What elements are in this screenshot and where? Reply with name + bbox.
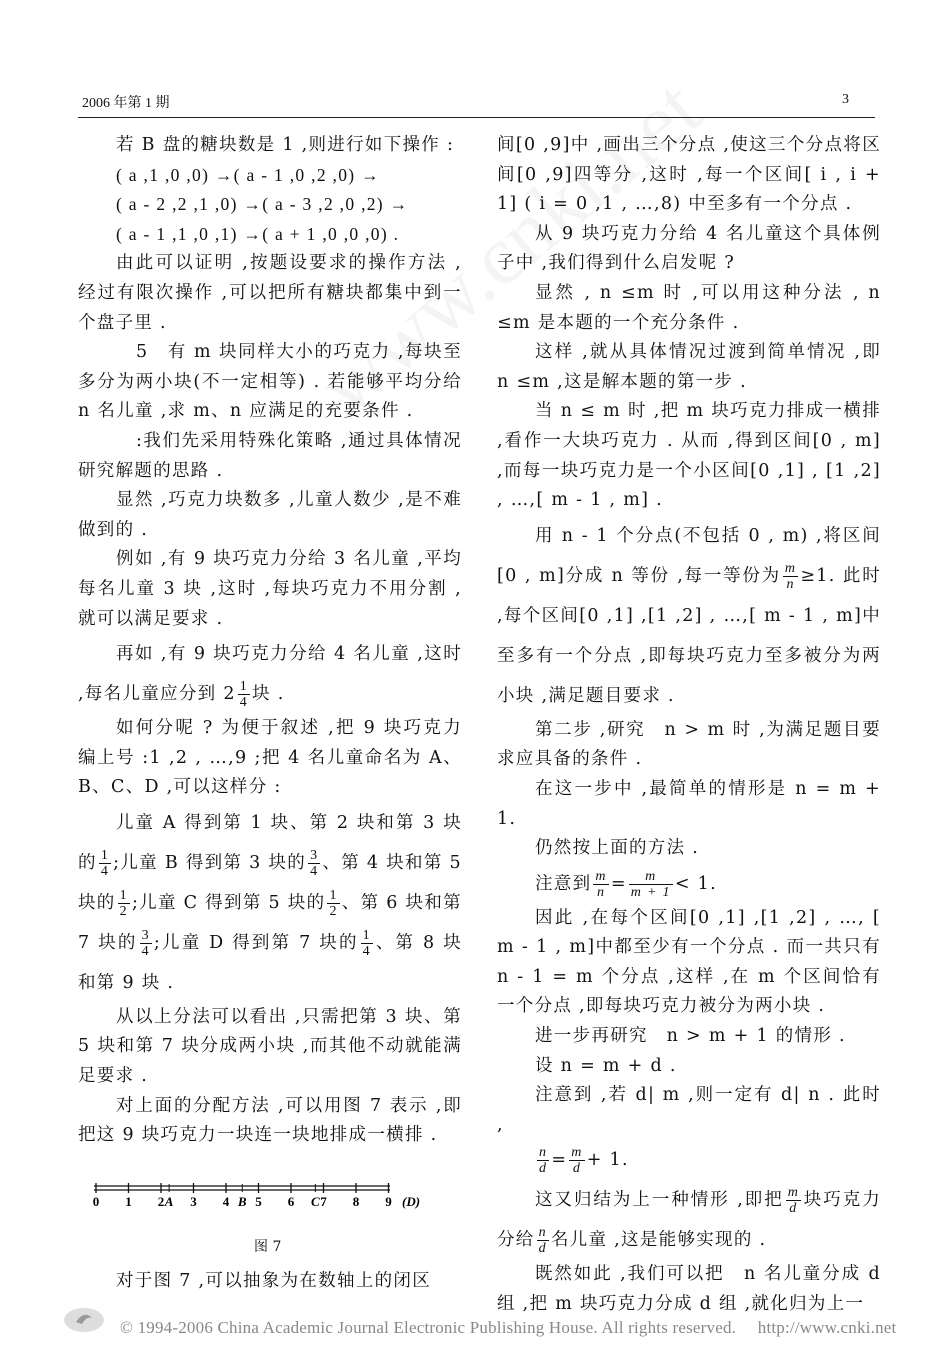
tick-label: 1: [125, 1194, 132, 1209]
page-number: 3: [842, 92, 849, 107]
fraction: $\frac{m}{n}$: [784, 560, 797, 592]
paragraph: 设 n = m + d .: [535, 1055, 677, 1076]
paragraph: 既然如此 ,我们可以把 n 名儿童分成 d 组 ,把 m 块巧克力分成 d 组 ,就化归为上一: [497, 1264, 881, 1315]
paragraph: 在这一步中 ,最简单的情形是 n = m + 1.: [497, 778, 881, 829]
copyright-footer: © 1994-2006 China Academic Journal Electronic Publishing House. All rights reserved. http://www.cnki.net: [120, 1318, 897, 1337]
division-point-label: C: [311, 1194, 320, 1209]
paragraph: 仍然按上面的方法 .: [535, 838, 700, 859]
paragraph: 当 n ≤ m 时 ,把 m 块巧克力排成一横排 ,看作一大块巧克力 . 从而 ,得到区间[0 , m] ,而每一块巧克力是一个小区间[0 ,1] , [1 ,2] , …,[ m - 1 , m] .: [497, 401, 881, 511]
division-point-label: B: [237, 1194, 247, 1209]
paragraph: 因此 ,在每个区间[0 ,1] ,[1 ,2] , …, [ m - 1 , m]中都至少有一个分点 . 而一共只有 n - 1 = m 个分点 ,这样 ,在 m 个区间恰有一个分点 ,即每块巧克力被分为两小块 .: [497, 907, 881, 1017]
problem-statement: 5 有 m 块同样大小的巧克力 ,每块至多分为两小块(不一定相等) . 若能够平均分给 n 名儿童 ,求 m、n 应满足的充要条件 .: [78, 342, 462, 422]
paragraph: 注意到 ,若 d| m ,则一定有 d| n . 此时 ,: [497, 1085, 881, 1135]
fraction: $\frac{1}{2}$: [329, 887, 338, 919]
fraction: $\frac{m}{d}$: [571, 1145, 583, 1177]
tick-label: 2: [157, 1194, 165, 1209]
paragraph: 对上面的分配方法 ,可以用图 7 表示 ,即把这 9 块巧克力一块连一块地排成一横排 .: [78, 1095, 462, 1146]
tick-label: 3: [190, 1194, 197, 1209]
paragraph: 这又归结为上一种情形 ,即把 $\frac{m}{d}$ 块巧克力分给 $\frac{n}{d}$ 名儿童 ,这是能够实现的 .: [497, 1185, 882, 1257]
paragraph: 儿童 A 得到第 1 块、第 2 块和第 3 块的 $\frac{1}{4}$ ;儿童 B 得到第 3 块的 $\frac{3}{4}$ 、第 4 块和第 5 块的 $\frac{1}{2}$ ;儿童 C 得到第 5 块的 $\frac{1}{2}$ 、第 6 块和第 7 块的 $\frac{3}{4}$ ;儿童 D 得到第 7 块的 $\frac{1}{4}$ 、第 8 块和第 9 块 .: [78, 812, 463, 993]
left-column: [78, 131, 462, 1151]
fraction: $\frac{m}{d}$: [787, 1185, 800, 1217]
formula-line: ( a - 2 ,2 ,1 ,0) →( a - 3 ,2 ,0 ,2) →: [116, 194, 409, 215]
solution-intro: :我们先采用特殊化策略 ,通过具体情况研究解题的思路 .: [78, 430, 462, 481]
figure-caption: 图 7: [254, 1239, 282, 1255]
division-point-label: A: [164, 1194, 174, 1209]
right-column: [497, 131, 881, 1320]
paragraph: 用 n - 1 个分点(不包括 0 , m) ,将区间[0 , m]分成 n 等份 ,每一等份为 $\frac{m}{n}$ ≥1. 此时 ,每个区间[0 ,1] ,[1 ,2] , …,[ m - 1 , m]中至多有一个分点 ,即每块巧克力至多被分为两小块 ,满足题目要求 .: [497, 525, 881, 706]
paragraph: 由此可以证明 ,按题设要求的操作方法 ,经过有限次操作 ,可以把所有糖块都集中到一个盘子里 .: [78, 253, 462, 333]
tick-label: 4: [222, 1194, 230, 1209]
fraction: $\frac{3}{4}$: [310, 847, 319, 879]
paragraph: 第二步 ,研究 n > m 时 ,为满足题目要求应具备的条件 .: [497, 719, 881, 770]
paragraph: 对于图 7 ,可以抽象为在数轴上的闭区: [116, 1271, 432, 1291]
fraction: $\frac{n}{d}$: [539, 1145, 548, 1177]
paragraph: 显然 ,巧克力块数多 ,儿童人数少 ,是不难做到的 .: [78, 490, 462, 540]
paragraph: 再如 ,有 9 块巧克力分给 4 名儿童 ,这时 ,每名儿童应分到 2 $\frac{1}{4}$ 块 .: [78, 644, 462, 711]
running-header-issue: 2006 年第 1 期: [82, 96, 170, 111]
fraction: $\frac{1}{2}$: [119, 887, 128, 919]
tick-label: 9: [385, 1194, 392, 1209]
tick-label: 6: [287, 1194, 295, 1209]
fraction: $\frac{m}{m + 1}$: [630, 868, 671, 900]
fraction: $\frac{n}{d}$: [538, 1225, 547, 1257]
fraction: $\frac{1}{4}$: [362, 927, 371, 959]
tick-label: 0: [92, 1194, 100, 1209]
formula-line: $\frac{n}{d}$ = $\frac{m}{d}$ + 1.: [539, 1145, 629, 1177]
left-column-tail: [78, 1267, 462, 1297]
fraction: $\frac{1}{4}$: [100, 847, 110, 879]
paragraph: 这样 ,就从具体情况过渡到简单情况 ,即 n ≤m ,这是解本题的第一步 .: [497, 342, 881, 392]
paragraph: 间[0 ,9]中 ,画出三个分点 ,使这三个分点将区间[0 ,9]四等分 ,这时 ,每一个区间[ i , i + 1] ( i = 0 ,1 , …,8) 中至多有一个分点 .: [497, 135, 881, 215]
figure-7-number-line: [90, 1178, 450, 1218]
tick-label: 8: [352, 1194, 360, 1209]
paragraph: 显然 , n ≤m 时 ,可以用这种分法 , n ≤m 是本题的一个充分条件 .: [497, 282, 881, 333]
paragraph: 进一步再研究 n > m + 1 的情形 .: [535, 1026, 846, 1047]
formula-line: ( a ,1 ,0 ,0) →( a - 1 ,0 ,2 ,0) →: [116, 164, 380, 185]
paragraph: 例如 ,有 9 块巧克力分给 3 名儿童 ,平均每名儿童 3 块 ,这时 ,每块巧克力不用分割 ,就可以满足要求 .: [78, 549, 462, 629]
fraction: $\frac{1}{4}$: [239, 679, 249, 711]
paragraph: 若 B 盘的糖块数是 1 ,则进行如下操作 :: [116, 135, 455, 155]
paragraph: 从以上分法可以看出 ,只需把第 3 块、第 5 块和第 7 块分成两小块 ,而其他不动就能满足要求 .: [78, 1006, 462, 1087]
tick-label: 5: [255, 1194, 262, 1209]
header-rule: [78, 117, 875, 118]
fraction: $\frac{m}{n}$: [595, 868, 607, 900]
figure-end-label: (D): [402, 1194, 421, 1209]
fraction: $\frac{3}{4}$: [141, 927, 150, 959]
paragraph: 如何分呢 ? 为便于叙述 ,把 9 块巧克力编上号 :1 ,2 , …,9 ;把 4 名儿童命名为 A、B、C、D ,可以这样分 :: [78, 718, 462, 798]
formula-line: 注意到 $\frac{m}{n}$ = $\frac{m}{m + 1}$ < 1.: [535, 868, 717, 900]
publisher-logo-icon: [62, 1306, 106, 1334]
formula-line: ( a - 1 ,1 ,0 ,1) →( a + 1 ,0 ,0 ,0) .: [116, 223, 400, 244]
tick-label: 7: [320, 1194, 327, 1209]
paragraph: 从 9 块巧克力分给 4 名儿童这个具体例子中 ,我们得到什么启发呢 ?: [497, 223, 881, 274]
